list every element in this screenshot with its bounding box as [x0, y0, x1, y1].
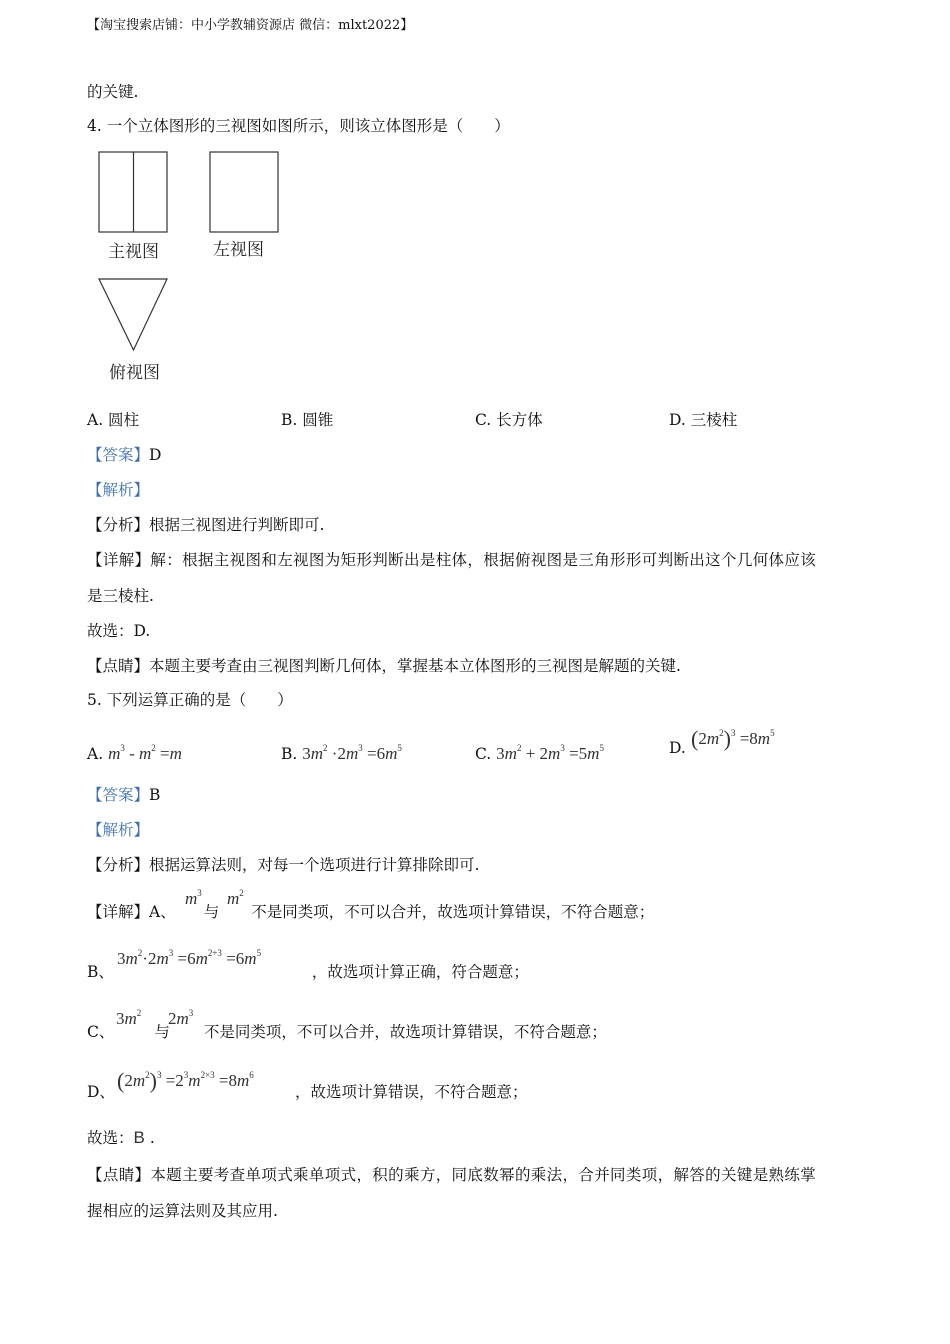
detail-c-prefix: C、: [87, 1023, 115, 1041]
q4-analysis-tag: 【解析】: [87, 481, 150, 499]
q5-answer-line: [87, 785, 160, 805]
q5-option-b-formula: $3m^2 \cdot 2m^3 =6m^5$: [302, 743, 402, 763]
q5-option-a-label: A.: [87, 745, 104, 763]
detail-a-m3: $m^3$: [185, 888, 202, 908]
detail-d-prefix: D、: [87, 1083, 115, 1101]
detail-a-yu: 与: [203, 903, 220, 921]
detail-d-suffix: ，故选项计算错误，不符合题意；: [294, 1083, 528, 1101]
q4-option-a: A. 圆柱: [87, 411, 140, 429]
q5-option-b-label: B.: [281, 745, 298, 763]
q4-detail-1: 【详解】解：根据主视图和左视图为矩形判断出是柱体，根据俯视图是三角形形可判断出这个几何体应该: [87, 551, 817, 569]
detail-c-3m2: $3m^2$: [116, 1008, 142, 1028]
detail-a-m2: $m^2$: [227, 888, 244, 908]
q5-option-b: [281, 738, 402, 764]
top-view-triangle: [99, 279, 167, 350]
answer-tag: 【答案】: [87, 446, 150, 464]
choose-end: .: [149, 1129, 155, 1147]
q5-option-c-label: C.: [475, 745, 492, 763]
detail-c-suffix: 不是同类项，不可以合并，故选项计算错误，不符合题意；: [203, 1023, 607, 1041]
page-header: 【淘宝搜索店铺：中小学教辅资源店 微信：mlxt2022】: [87, 18, 414, 33]
detail-d-formula: $(2m^2)^3 =2^3m^{2\times 3} =8m^6$: [117, 1068, 254, 1093]
q4-option-d: D. 三棱柱: [669, 411, 738, 429]
detail-c-2m3: $2m^3$: [168, 1008, 194, 1028]
q5-answer: B: [149, 786, 161, 804]
q4-choose: 故选：D.: [87, 622, 151, 640]
detail-a-suffix: 不是同类项，不可以合并，故选项计算错误，不符合题意；: [251, 903, 655, 921]
q5-dianjing-1: 【点睛】本题主要考查单项式乘单项式，积的乘方，同底数幂的乘法，合并同类项，解答的关键是熟练掌: [87, 1166, 817, 1184]
left-view-rect: [210, 152, 278, 232]
top-view-label: 俯视图: [109, 363, 160, 383]
q5-option-c: [475, 738, 604, 764]
left-view-label: 左视图: [213, 240, 264, 260]
q5-fenxi: 【分析】根据运算法则，对每一个选项进行计算排除即可.: [87, 856, 480, 874]
choose-letter: B: [133, 1128, 145, 1147]
q4-fenxi: 【分析】根据三视图进行判断即可.: [87, 516, 325, 534]
q4-detail-2: 是三棱柱.: [87, 587, 154, 605]
front-view-label: 主视图: [108, 242, 159, 262]
q5-option-d: [669, 738, 686, 758]
q5-stem: 5. 下列运算正确的是（ ）: [87, 691, 293, 709]
q5-option-d-formula: $(2m^2)^3 =8m^5$: [691, 726, 775, 751]
q5-choose: [87, 1128, 155, 1148]
q5-detail-a: [87, 902, 654, 922]
q5-option-a-formula: $m^3 - m^2 =m$: [108, 743, 182, 763]
detail-b-prefix: B、: [87, 963, 114, 981]
detail-a-prefix: 【详解】A、: [87, 903, 176, 921]
choose-prefix: 故选：: [87, 1129, 134, 1147]
q4-option-b: B. 圆锥: [281, 411, 334, 429]
q5-dianjing-2: 握相应的运算法则及其应用.: [87, 1202, 278, 1220]
previous-solution-tail: 的关键.: [87, 83, 139, 101]
q4-option-c: C. 长方体: [475, 411, 543, 429]
q4-dianjing: 【点睛】本题主要考查由三视图判断几何体，掌握基本立体图形的三视图是解题的关键.: [87, 657, 681, 675]
detail-b-formula: $3m^2\cdot 2m^3 =6m^{2+3} =6m^5$: [117, 948, 262, 968]
answer-tag: 【答案】: [87, 786, 150, 804]
q4-answer: D: [149, 446, 162, 464]
q4-answer-line: [87, 445, 161, 465]
q5-option-c-formula: $3m^2 + 2m^3 =5m^5$: [496, 743, 604, 763]
q5-option-a: [87, 738, 182, 764]
q5-detail-c: [87, 1022, 607, 1042]
detail-b-suffix: ，故选项计算正确，符合题意；: [311, 963, 529, 981]
three-view-figure: [0, 0, 950, 400]
q4-stem: 4. 一个立体图形的三视图如图所示，则该立体图形是（ ）: [87, 117, 510, 135]
q5-analysis-tag: 【解析】: [87, 821, 150, 839]
detail-c-yu: 与: [154, 1023, 170, 1041]
q5-option-d-label: D.: [669, 739, 686, 757]
